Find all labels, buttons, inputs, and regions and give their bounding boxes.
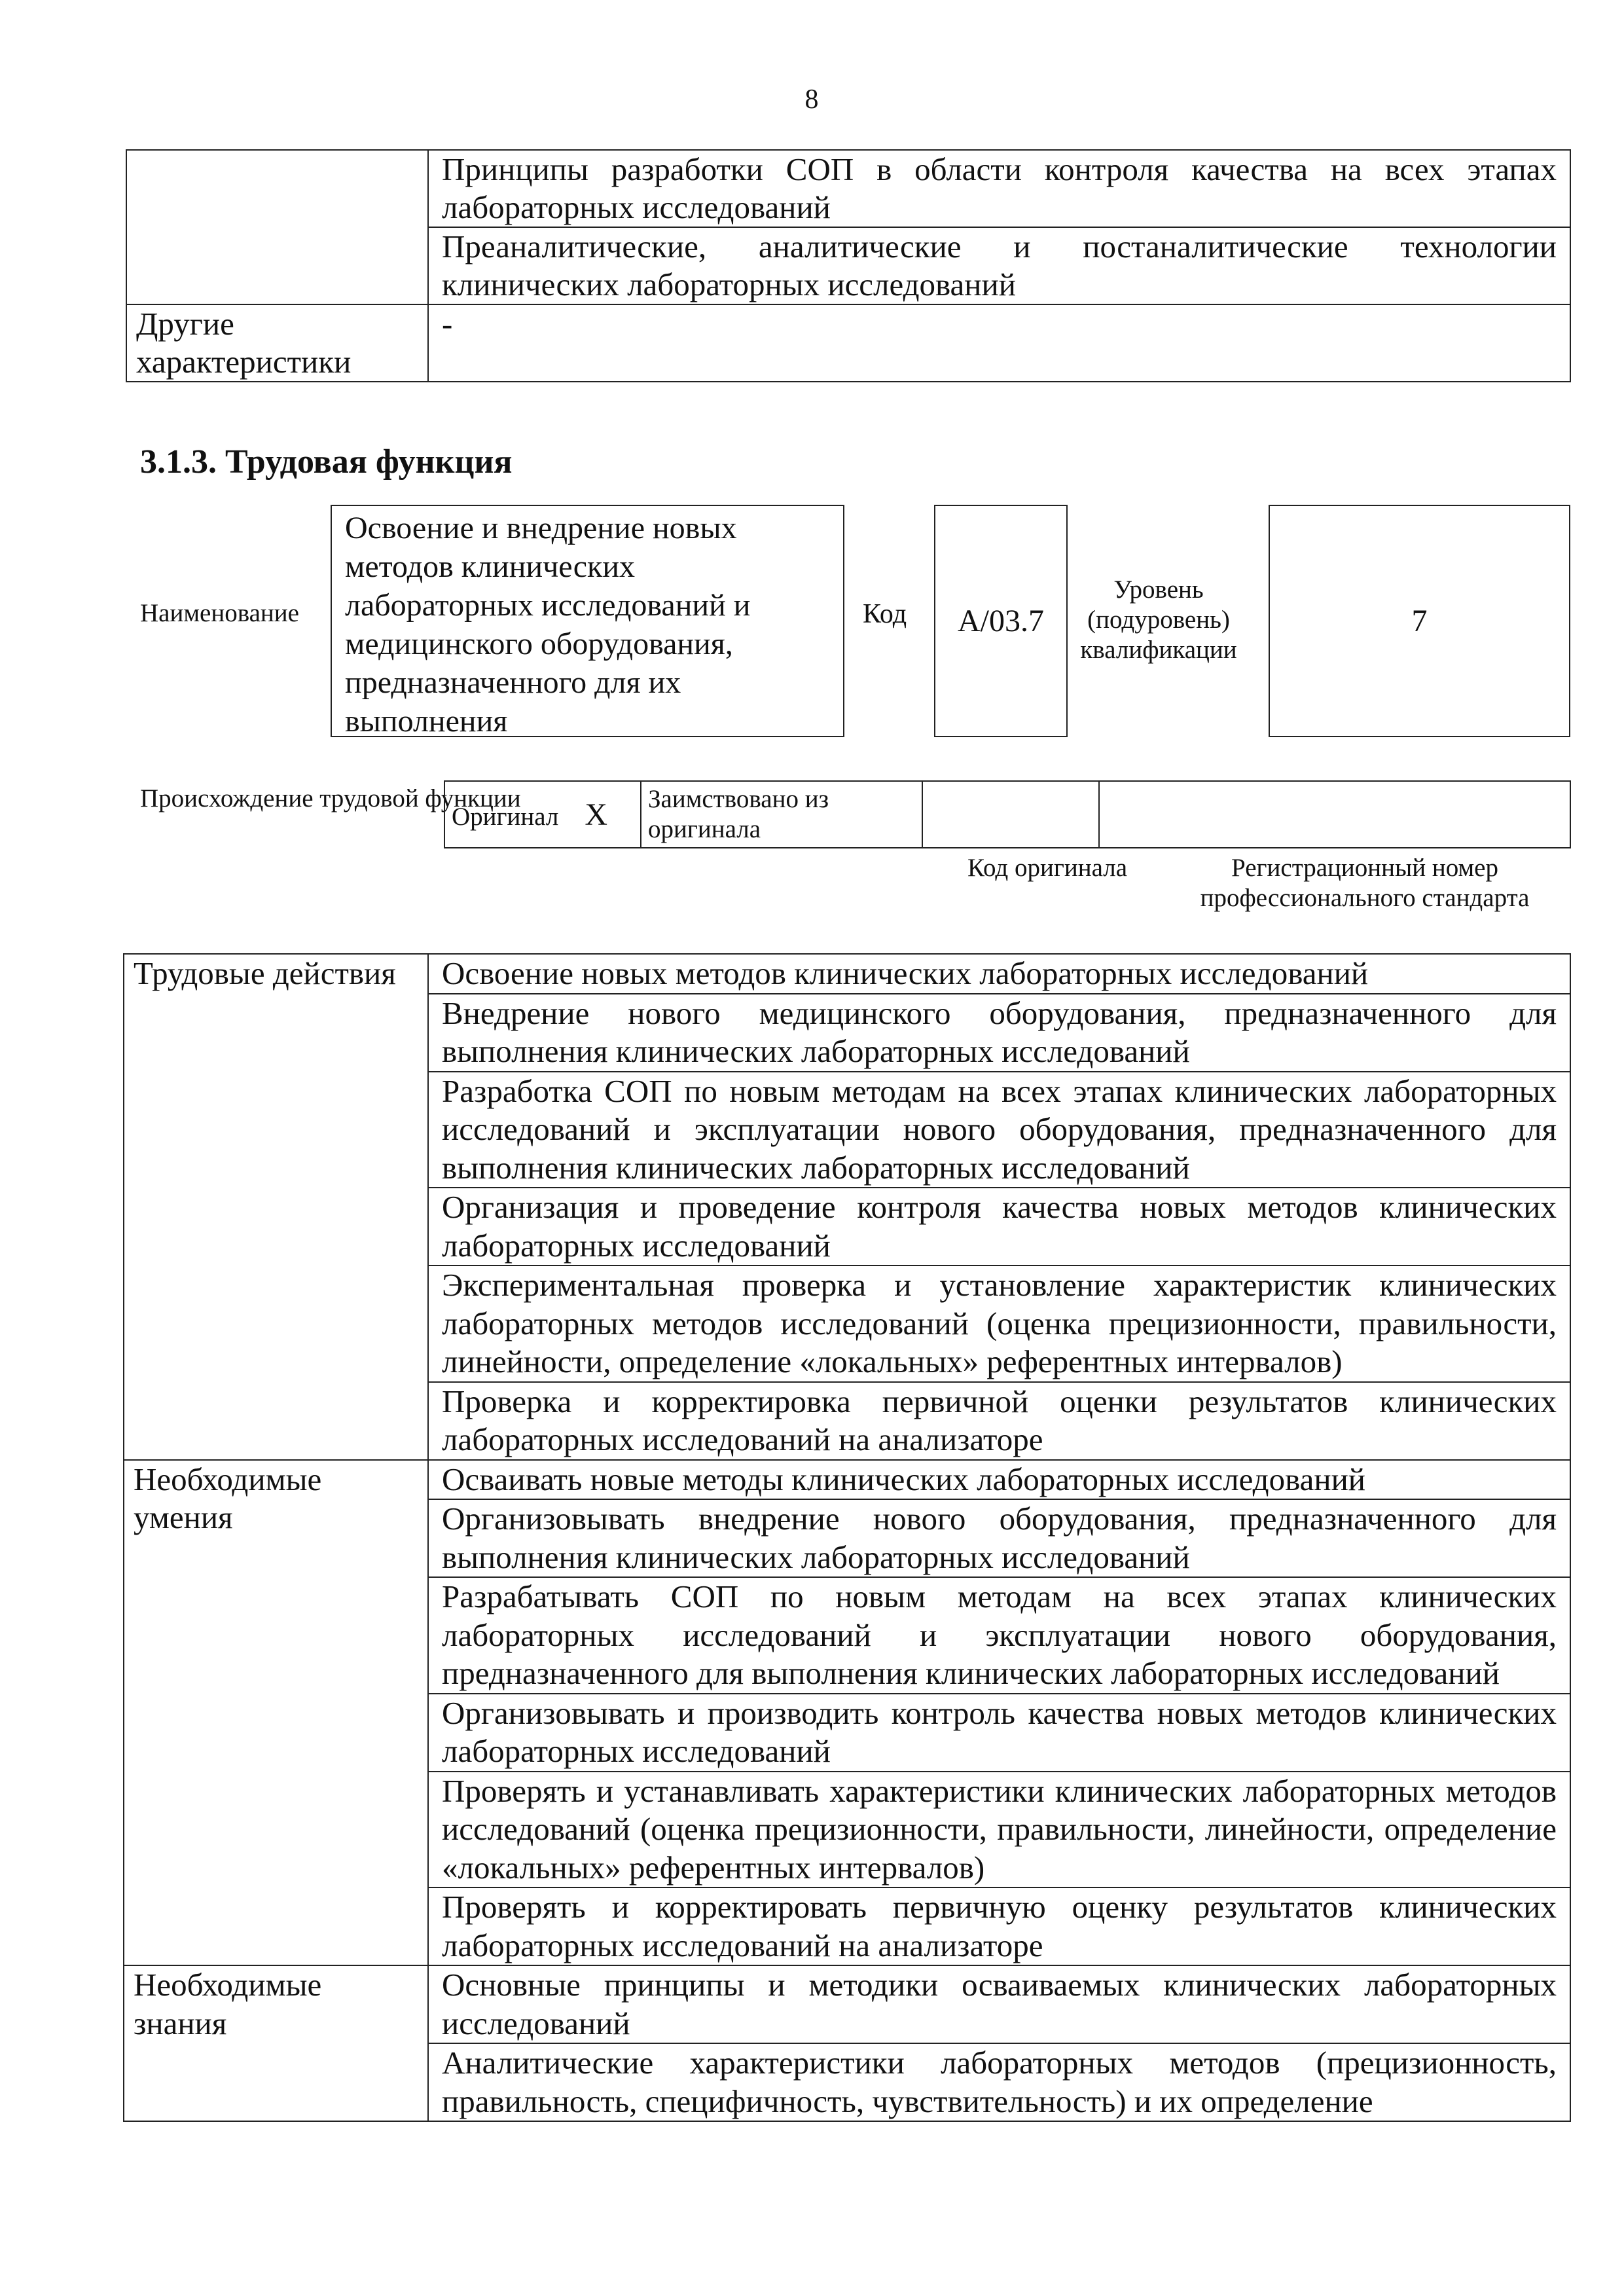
original-label: Оригинал <box>452 802 559 831</box>
top-continuation-table <box>126 149 1571 382</box>
section-title: 3.1.3. Трудовая функция <box>140 443 513 481</box>
reg-number-cell <box>1099 781 1570 848</box>
level-box <box>1269 505 1570 737</box>
table-cell: Осваивать новые методы клинических лабораторных исследований <box>428 1460 1570 1500</box>
table-cell: Проверка и корректировка первичной оценки результатов клинических лабораторных исследований на анализаторе <box>428 1382 1570 1460</box>
row-group-label: Необходимые знания <box>124 1965 428 2121</box>
table-cell: Организовывать и производить контроль качества новых методов клинических лабораторных исследований <box>428 1694 1570 1772</box>
table-cell: Принципы разработки СОП в области контроля качества на всех этапах лабораторных исследований <box>428 150 1570 227</box>
table-cell: Освоение новых методов клинических лабораторных исследований <box>428 954 1570 994</box>
original-code-cell <box>922 781 1099 848</box>
table-row <box>126 150 1570 227</box>
original-mark: X <box>585 797 608 832</box>
table-cell: Экспериментальная проверка и установление характеристик клинических лабораторных методов исследований (оценка прецизионности, правильности, линейности, определение «локальных» референтных интервалов) <box>428 1266 1570 1382</box>
table-row <box>124 954 1570 994</box>
borrowed-cell: Заимствовано из оригинала <box>641 781 922 848</box>
code-value: A/03.7 <box>958 604 1044 638</box>
table-cell: Аналитические характеристики лабораторных методов (прецизионность, правильность, специфичность, чувствительность) и их определение <box>428 2043 1570 2121</box>
table-cell: Внедрение нового медицинского оборудования, предназначенного для выполнения клинических лабораторных исследований <box>428 994 1570 1072</box>
origin-label: Происхождение трудовой функции <box>140 784 521 812</box>
function-name-box: Освоение и внедрение новых методов клинических лабораторных исследований и медицинского оборудования, предназначенного для их выполнения <box>331 505 844 737</box>
origin-table <box>444 780 1571 848</box>
table-cell: Проверять и корректировать первичную оценку результатов клинических лабораторных исследований на анализаторе <box>428 1887 1570 1965</box>
row-group-label: Необходимые умения <box>124 1460 428 1966</box>
empty-label-cell <box>126 150 428 304</box>
registration-number-label: Регистрационный номер профессионального стандарта <box>1200 854 1530 912</box>
table-row <box>444 781 1570 848</box>
table-row <box>126 304 1570 382</box>
level-value: 7 <box>1411 604 1428 638</box>
table-cell: Проверять и устанавливать характеристики клинических лабораторных методов исследований (оценка прецизионности, правильности, линейности, определение «локальных» референтных интервалов) <box>428 1772 1570 1888</box>
table-row <box>124 1965 1570 2043</box>
table-cell: Преаналитические, аналитические и постаналитические технологии клинических лабораторных исследований <box>428 227 1570 304</box>
row-group-label: Трудовые действия <box>124 954 428 1460</box>
table-cell: Разработка СОП по новым методам на всех этапах клинических лабораторных исследований и эксплуатации нового оборудования, предназначенного для выполнения клинических лабораторных исследований <box>428 1072 1570 1188</box>
table-cell: Основные принципы и методики осваиваемых клинических лабораторных исследований <box>428 1965 1570 2043</box>
original-cell <box>444 781 641 848</box>
main-table <box>123 953 1571 2122</box>
table-cell: Организовывать внедрение нового оборудования, предназначенного для выполнения клинических лабораторных исследований <box>428 1499 1570 1577</box>
table-cell: - <box>428 304 1570 382</box>
level-label: Уровень (подуровень) квалификации <box>1080 575 1237 664</box>
table-cell: Организация и проведение контроля качества новых методов клинических лабораторных исследований <box>428 1188 1570 1266</box>
table-row <box>124 1460 1570 1500</box>
code-box <box>934 505 1068 737</box>
page-number: 8 <box>804 84 819 115</box>
code-label: Код <box>863 599 907 629</box>
code-original-label: Код оригинала <box>967 854 1128 882</box>
row-label: Другие характеристики <box>126 304 428 382</box>
name-label: Наименование <box>140 599 299 627</box>
table-cell: Разрабатывать СОП по новым методам на всех этапах клинических лабораторных исследований и эксплуатации нового оборудования, предназначенного для выполнения клинических лабораторных исследований <box>428 1577 1570 1694</box>
